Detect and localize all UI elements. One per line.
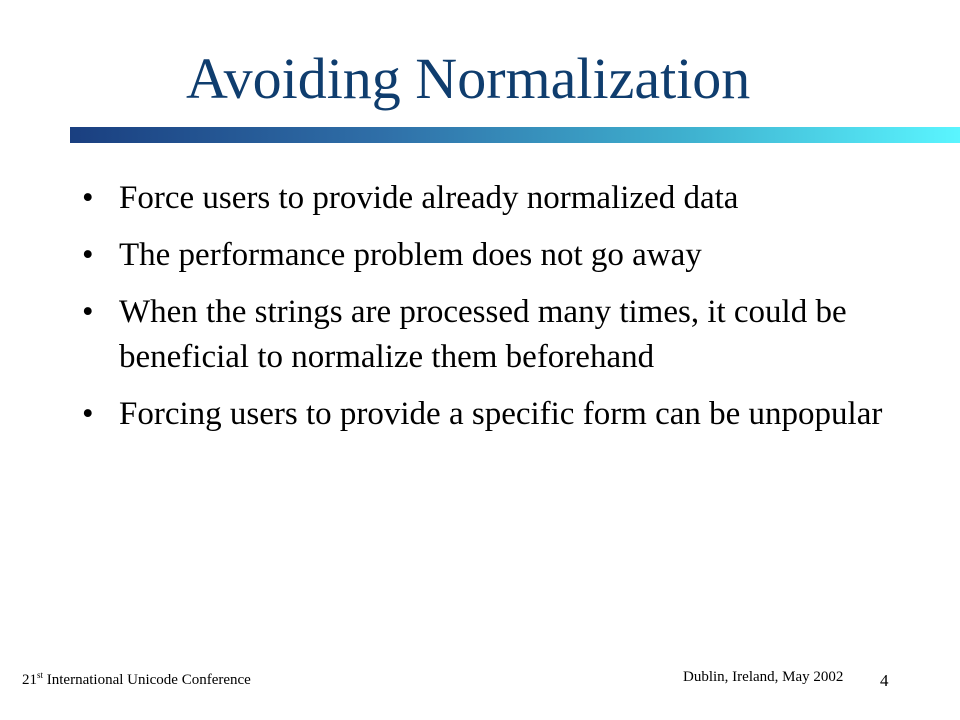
- footer-conference: [22, 670, 251, 690]
- bullet-item: [82, 290, 922, 380]
- bullet-dot-icon: •: [82, 237, 94, 273]
- bullet-dot-icon: •: [82, 396, 94, 432]
- bullet-text: Force users to provide already normalized data: [119, 180, 739, 216]
- bullet-item: [82, 233, 922, 278]
- title-gradient-rule: [70, 127, 960, 143]
- page-number: 4: [880, 671, 889, 690]
- bullet-text: When the strings are processed many times, it could be beneficial to normalize them beforehand: [119, 294, 847, 375]
- bullet-item: [82, 392, 922, 437]
- footer-location-date: Dublin, Ireland, May 2002: [683, 669, 844, 685]
- footer-conference-suffix: st: [37, 670, 44, 680]
- bullet-text: Forcing users to provide a specific form can be unpopular: [119, 396, 883, 432]
- slide-title: Avoiding Normalization: [186, 46, 751, 111]
- bullet-item: [82, 176, 922, 221]
- bullet-text: The performance problem does not go away: [119, 237, 702, 273]
- bullet-dot-icon: •: [82, 294, 94, 330]
- footer-conference-name: International Unicode Conference: [46, 672, 251, 688]
- bullet-dot-icon: •: [82, 180, 94, 216]
- bullet-list: [82, 176, 922, 449]
- footer-conference-number: 21: [22, 672, 37, 688]
